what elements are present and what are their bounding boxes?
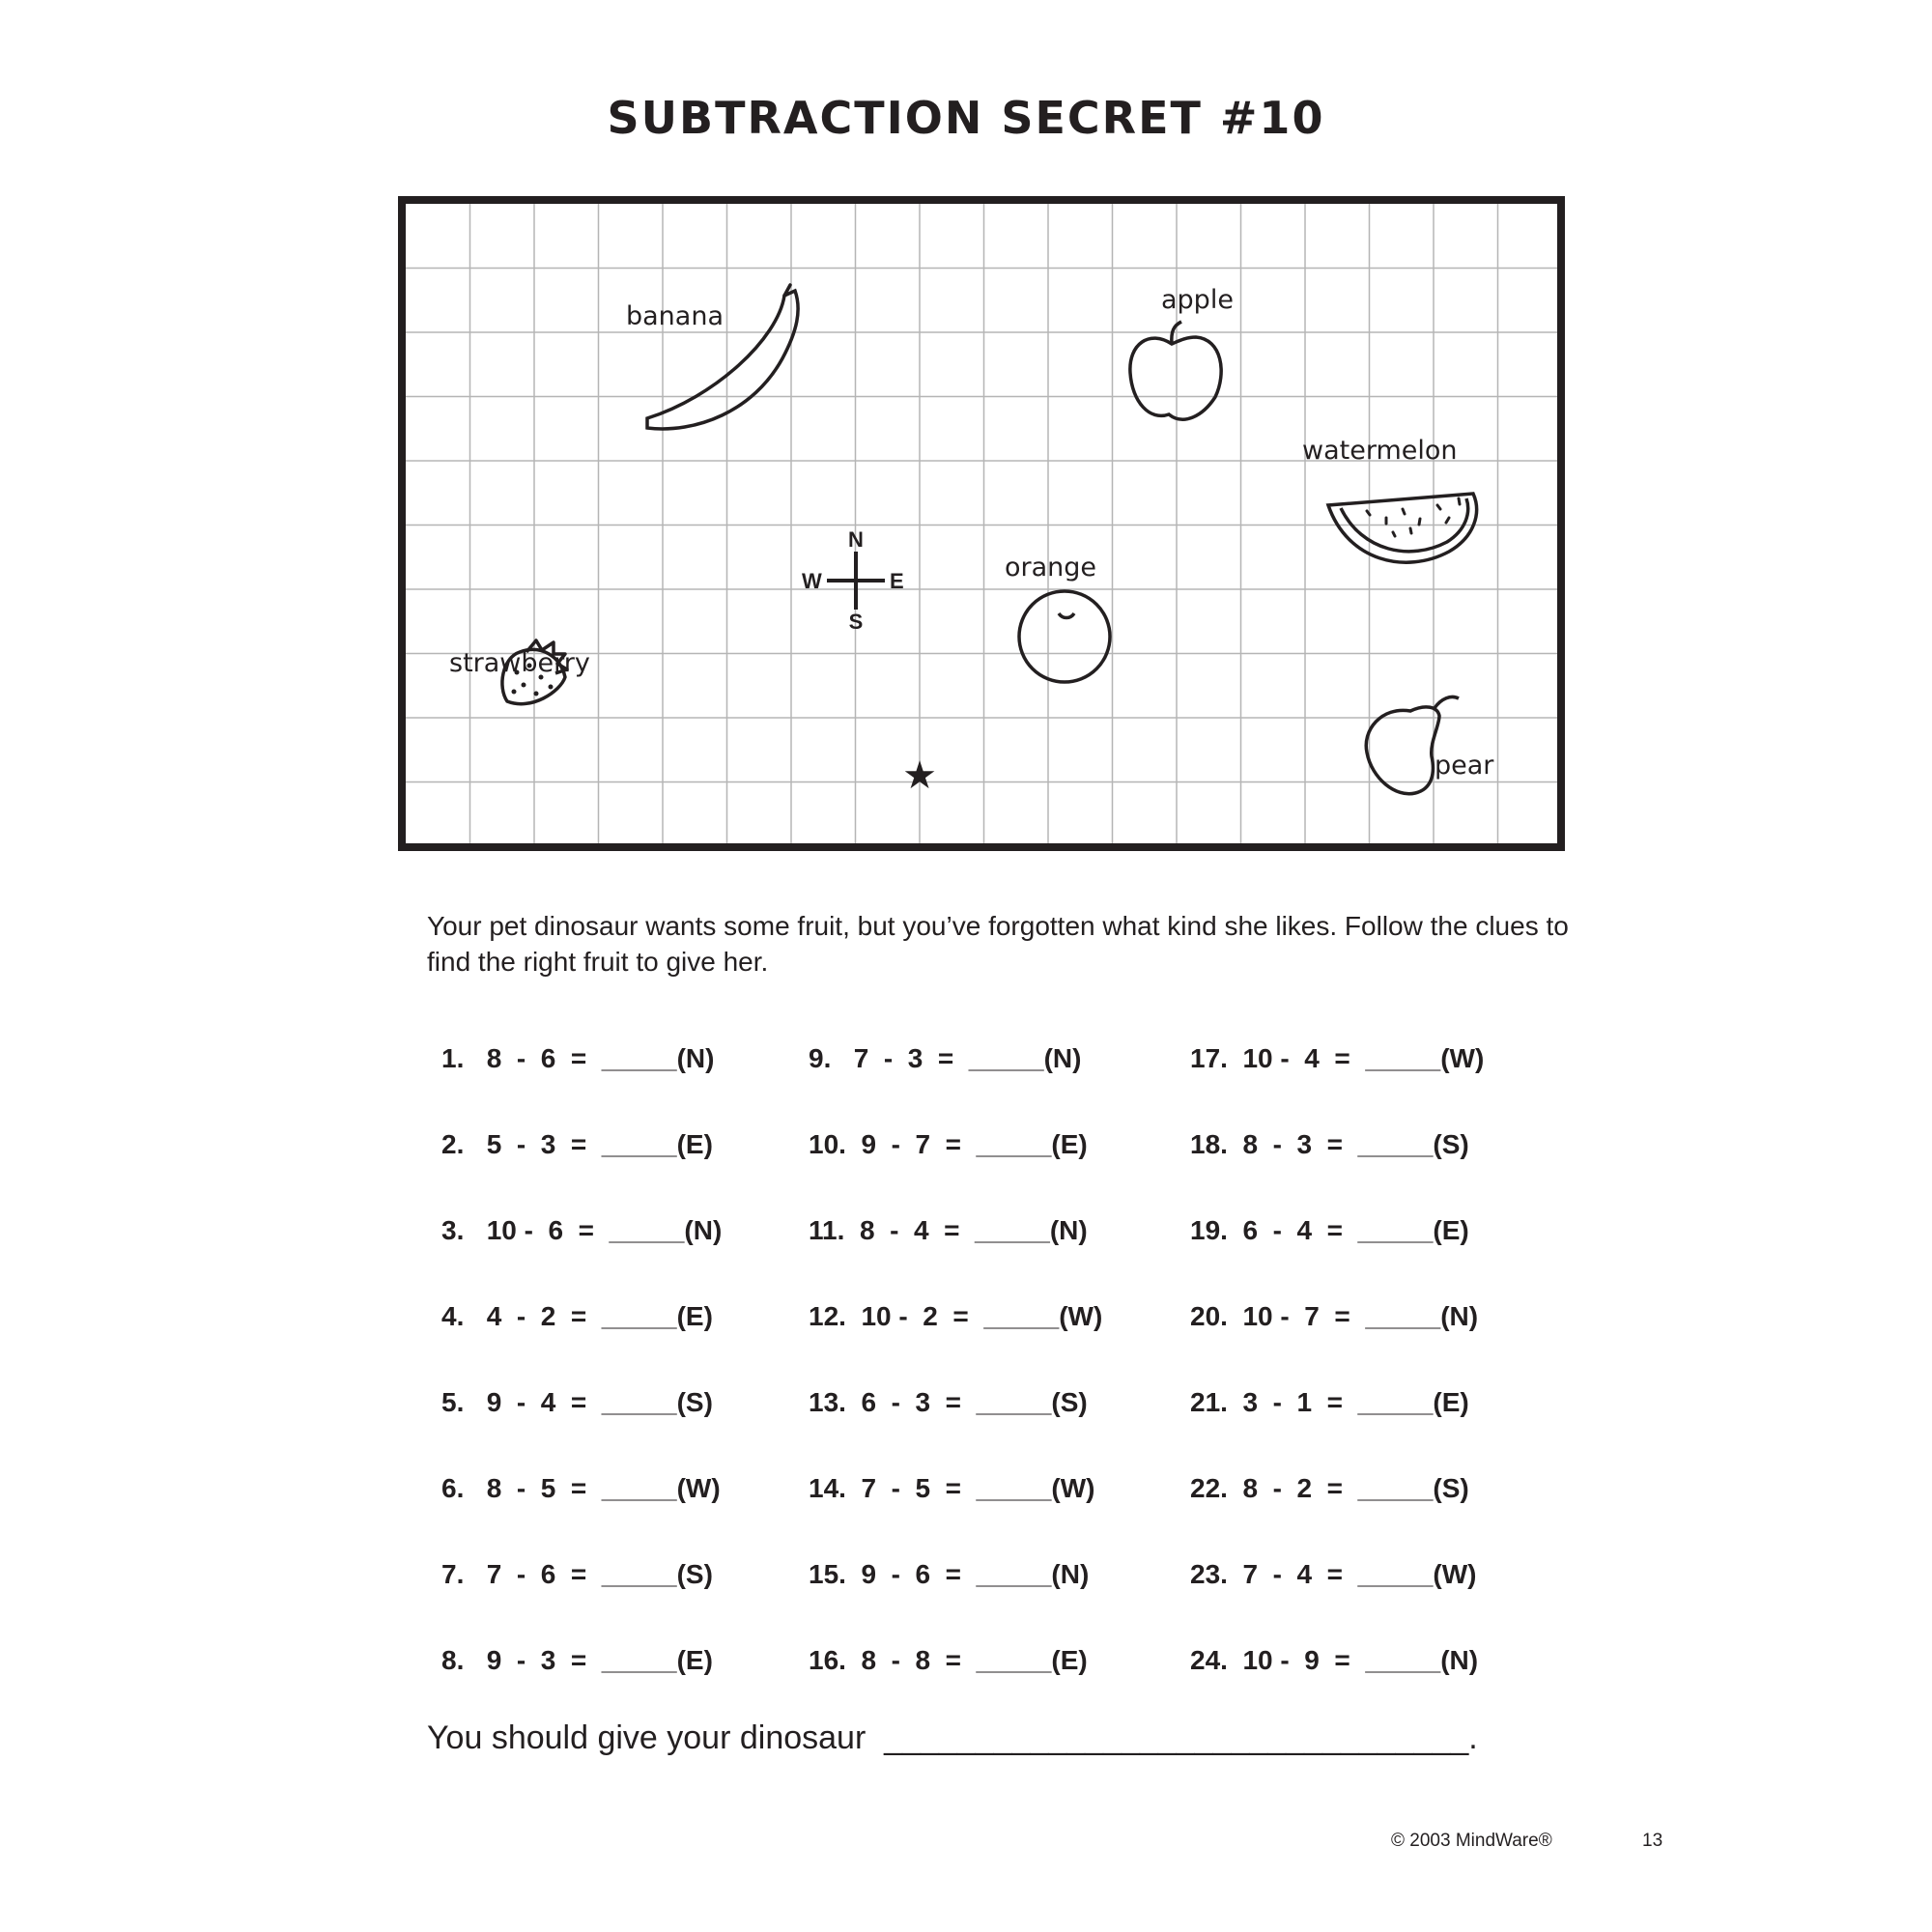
problem-22: 22. 8 - 2 = _____(S)	[1190, 1473, 1469, 1503]
problem-5: 5. 9 - 4 = _____(S)	[441, 1387, 713, 1417]
map-grid	[406, 204, 1557, 843]
strawberry-label: strawberry	[449, 648, 590, 678]
compass-west: W	[802, 569, 822, 593]
page-number: 13	[1642, 1831, 1663, 1851]
compass-rose	[802, 527, 904, 634]
problem-18: 18. 8 - 3 = _____(S)	[1190, 1129, 1469, 1159]
problem-1: 1. 8 - 6 = _____(N)	[441, 1043, 715, 1073]
watermelon-drawing	[1328, 494, 1477, 562]
problem-list	[427, 1043, 1586, 1758]
problem-17: 17. 10 - 4 = _____(W)	[1190, 1043, 1485, 1073]
problem-21: 21. 3 - 1 = _____(E)	[1190, 1387, 1469, 1417]
problem-23: 23. 7 - 4 = _____(W)	[1190, 1559, 1477, 1589]
problem-12: 12. 10 - 2 = _____(W)	[809, 1301, 1103, 1331]
orange-drawing	[1019, 591, 1110, 682]
fruit-map	[398, 196, 1565, 851]
star-start-icon: ★	[902, 753, 937, 798]
problem-6: 6. 8 - 5 = _____(W)	[441, 1473, 721, 1503]
problem-9: 9. 7 - 3 = _____(N)	[809, 1043, 1082, 1073]
orange-label: orange	[1005, 553, 1097, 582]
apple-drawing	[1130, 322, 1221, 419]
problem-24: 24. 10 - 9 = _____(N)	[1190, 1645, 1479, 1675]
compass-east: E	[890, 569, 904, 593]
problem-16: 16. 8 - 8 = _____(E)	[809, 1645, 1088, 1675]
page-title: SUBTRACTION SECRET #10	[607, 92, 1325, 144]
compass-south: S	[848, 610, 864, 634]
problem-7: 7. 7 - 6 = _____(S)	[441, 1559, 713, 1589]
problem-19: 19. 6 - 4 = _____(E)	[1190, 1215, 1469, 1245]
compass-north: N	[848, 527, 864, 552]
problem-15: 15. 9 - 6 = _____(N)	[809, 1559, 1090, 1589]
problem-13: 13. 6 - 3 = _____(S)	[809, 1387, 1088, 1417]
problem-2: 2. 5 - 3 = _____(E)	[441, 1129, 713, 1159]
problem-20: 20. 10 - 7 = _____(N)	[1190, 1301, 1479, 1331]
instructions: Your pet dinosaur wants some fruit, but you’ve forgotten what kind she likes. Follow the clues to find the right fruit to give her.	[427, 911, 1569, 977]
answer-prompt: You should give your dinosaur ________________________________.	[427, 1719, 1478, 1756]
pear-label: pear	[1435, 751, 1494, 781]
watermelon-label: watermelon	[1302, 436, 1458, 466]
problem-3: 3. 10 - 6 = _____(N)	[441, 1215, 723, 1245]
problem-10: 10. 9 - 7 = _____(E)	[809, 1129, 1088, 1159]
copyright-notice: © 2003 MindWare®	[1391, 1831, 1552, 1851]
banana-label: banana	[626, 301, 724, 331]
problem-11: 11. 8 - 4 = _____(N)	[809, 1215, 1088, 1245]
problem-8: 8. 9 - 3 = _____(E)	[441, 1645, 713, 1675]
problem-14: 14. 7 - 5 = _____(W)	[809, 1473, 1095, 1503]
apple-label: apple	[1161, 285, 1234, 315]
problem-4: 4. 4 - 2 = _____(E)	[441, 1301, 713, 1331]
